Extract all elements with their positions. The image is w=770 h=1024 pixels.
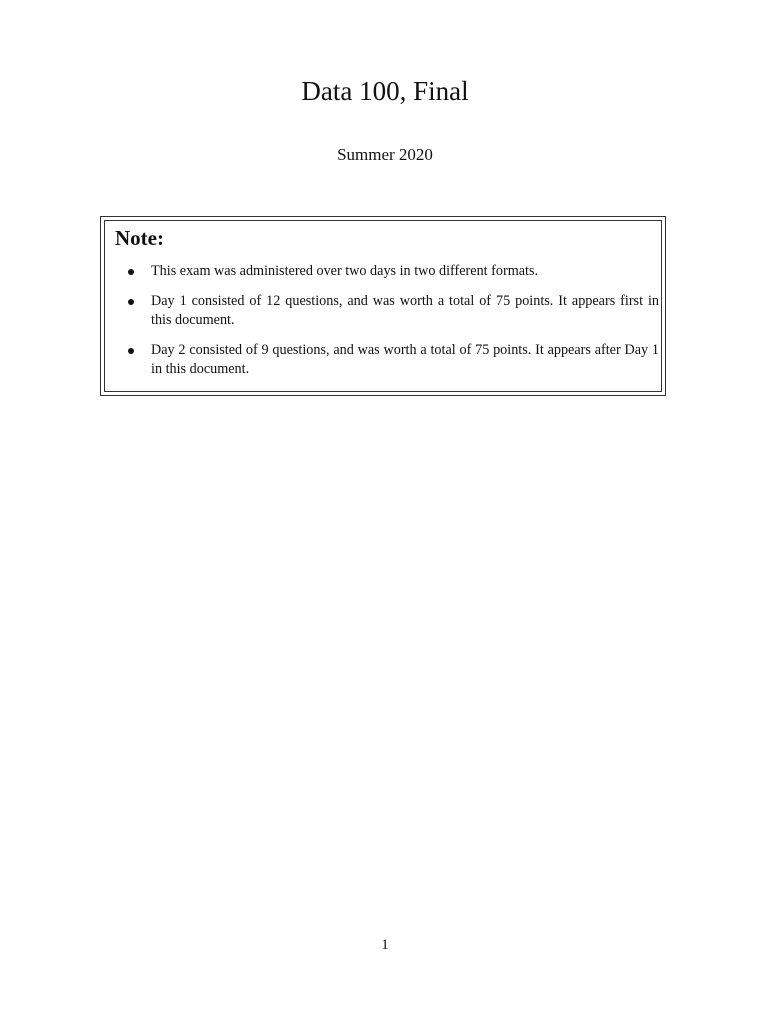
- document-title: Data 100, Final: [301, 76, 469, 106]
- note-list-item: [119, 262, 659, 281]
- note-heading: Note:: [115, 226, 164, 250]
- document-subtitle: Summer 2020: [337, 145, 433, 164]
- note-item-text: Day 2 consisted of 9 questions, and was worth a total of 75 points. It appears after Day 1 in this document.: [151, 342, 659, 377]
- note-list-item: [119, 292, 659, 330]
- note-item-text: This exam was administered over two days in two different formats.: [151, 263, 539, 279]
- note-item-text: Day 1 consisted of 12 questions, and was worth a total of 75 points. It appears first in this document.: [151, 293, 659, 328]
- bullet-icon: [128, 269, 134, 275]
- note-box: [100, 216, 666, 396]
- note-list: [119, 262, 659, 390]
- note-box-inner-frame: [104, 220, 662, 392]
- bullet-icon: [128, 299, 134, 305]
- note-list-item: [119, 341, 659, 379]
- page-number: 1: [381, 937, 389, 953]
- bullet-icon: [128, 348, 134, 354]
